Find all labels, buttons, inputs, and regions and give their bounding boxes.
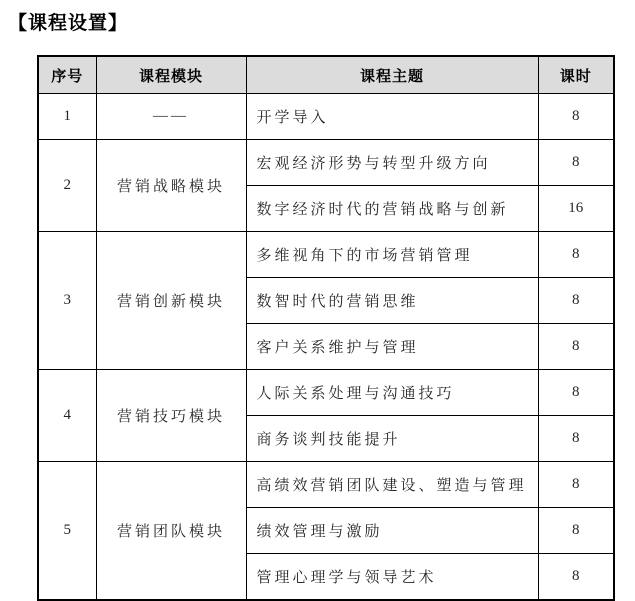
header-hours: 课时 — [538, 56, 614, 94]
topic-cell: 宏观经济形势与转型升级方向 — [246, 140, 538, 186]
topic-cell: 开学导入 — [246, 94, 538, 140]
module-cell: —— — [96, 94, 246, 140]
header-no: 序号 — [38, 56, 96, 94]
topic-cell: 人际关系处理与沟通技巧 — [246, 370, 538, 416]
hours-cell: 8 — [538, 232, 614, 278]
course-settings-table — [37, 55, 615, 601]
hours-cell: 8 — [538, 508, 614, 554]
table-row — [38, 232, 614, 278]
topic-cell: 多维视角下的市场营销管理 — [246, 232, 538, 278]
row-number-cell: 3 — [38, 232, 96, 370]
hours-cell: 8 — [538, 554, 614, 601]
hours-cell: 8 — [538, 324, 614, 370]
hours-cell: 8 — [538, 94, 614, 140]
topic-cell: 客户关系维护与管理 — [246, 324, 538, 370]
topic-cell: 高绩效营销团队建设、塑造与管理 — [246, 462, 538, 508]
table-row — [38, 94, 614, 140]
table-row — [38, 370, 614, 416]
topic-cell: 绩效管理与激励 — [246, 508, 538, 554]
topic-cell: 数字经济时代的营销战略与创新 — [246, 186, 538, 232]
header-topic: 课程主题 — [246, 56, 538, 94]
module-cell: 营销技巧模块 — [96, 370, 246, 462]
topic-cell: 管理心理学与领导艺术 — [246, 554, 538, 601]
module-cell: 营销创新模块 — [96, 232, 246, 370]
module-cell: 营销战略模块 — [96, 140, 246, 232]
topic-cell: 数智时代的营销思维 — [246, 278, 538, 324]
hours-cell: 8 — [538, 140, 614, 186]
hours-cell: 8 — [538, 370, 614, 416]
hours-cell: 8 — [538, 278, 614, 324]
table-row — [38, 140, 614, 186]
header-row — [38, 56, 614, 94]
table-row — [38, 462, 614, 508]
hours-cell: 8 — [538, 462, 614, 508]
row-number-cell: 4 — [38, 370, 96, 462]
module-cell: 营销团队模块 — [96, 462, 246, 601]
topic-cell: 商务谈判技能提升 — [246, 416, 538, 462]
hours-cell: 16 — [538, 186, 614, 232]
row-number-cell: 5 — [38, 462, 96, 601]
section-title: 【课程设置】 — [8, 13, 129, 34]
row-number-cell: 2 — [38, 140, 96, 232]
row-number-cell: 1 — [38, 94, 96, 140]
header-module: 课程模块 — [96, 56, 246, 94]
hours-cell: 8 — [538, 416, 614, 462]
